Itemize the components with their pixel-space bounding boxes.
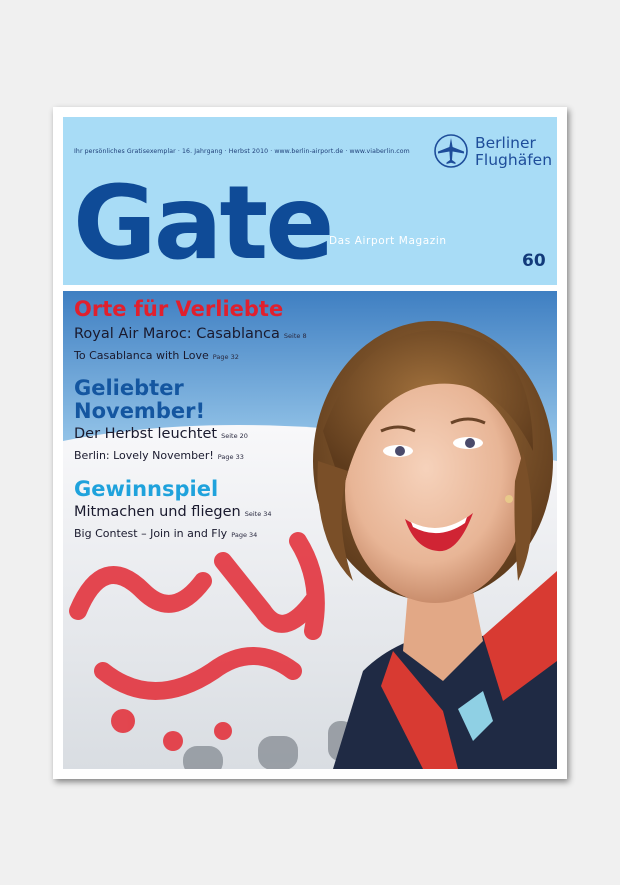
subline-contest-en — [74, 527, 257, 540]
issue-number: 60 — [522, 251, 546, 271]
subline-casablanca-de — [74, 326, 307, 342]
headline-gewinnspiel: Gewinnspiel — [74, 477, 219, 501]
subline-text: Mitmachen und fliegen — [74, 504, 241, 520]
headline-geliebter: Geliebter — [74, 376, 184, 400]
masthead-subtitle: Das Airport Magazin — [329, 235, 447, 247]
subline-mitmachen-de — [74, 504, 272, 520]
subline-text: Der Herbst leuchtet — [74, 426, 218, 442]
headline-november: November! — [74, 399, 206, 423]
subline-text: Royal Air Maroc: Casablanca — [74, 326, 280, 342]
subline-text: Berlin: Lovely November! — [74, 449, 214, 462]
page-ref: Page 34 — [231, 531, 258, 539]
page-ref: Page 33 — [217, 453, 244, 461]
magazine-cover — [53, 107, 567, 779]
subline-casablanca-en — [74, 349, 239, 362]
page-ref: Seite 8 — [283, 332, 307, 340]
airplane-globe-icon — [433, 133, 469, 169]
subline-text: To Casablanca with Love — [74, 349, 209, 362]
logo-line-2: Flughäfen — [475, 151, 553, 169]
page-ref: Page 32 — [212, 353, 239, 361]
page-ref: Seite 20 — [221, 432, 248, 440]
cover-header — [63, 117, 557, 285]
berliner-flughaefen-logo — [433, 133, 551, 171]
tagline: Ihr persönliches Gratisexemplar · 16. Jahrgang · Herbst 2010 · www.berlin-airport.de · www.viaberlin.com — [74, 148, 410, 155]
masthead-title: Gate — [73, 164, 332, 283]
cover-photo — [63, 291, 557, 769]
logo-line-1: Berliner — [475, 134, 536, 152]
subline-text: Big Contest – Join in and Fly — [74, 527, 228, 540]
subline-herbst-de — [74, 426, 248, 442]
headline-orte: Orte für Verliebte — [74, 297, 284, 321]
page-ref: Seite 34 — [244, 510, 272, 518]
subline-november-en — [74, 449, 244, 462]
